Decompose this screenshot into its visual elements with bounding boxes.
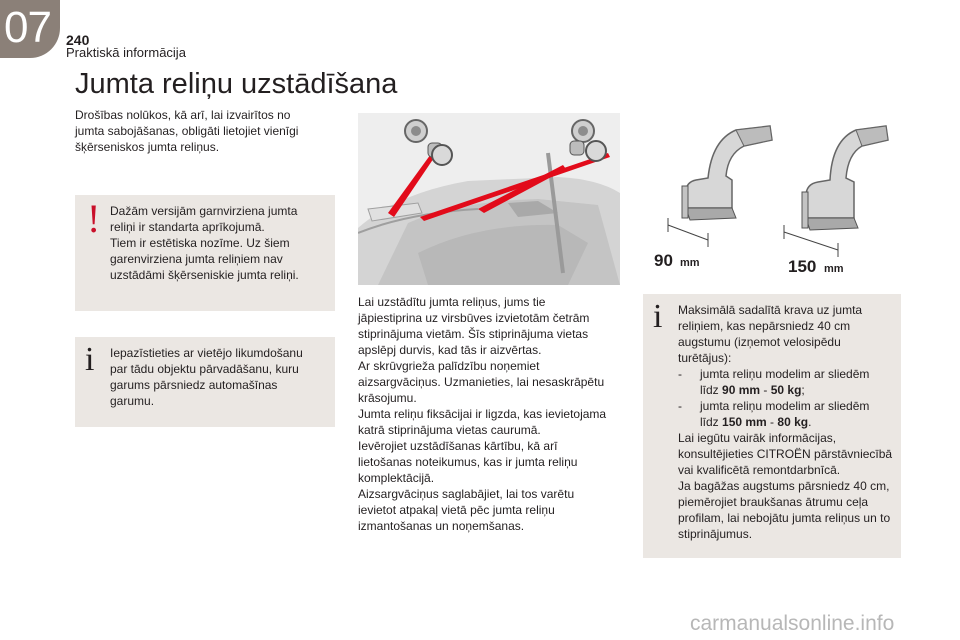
load-line: Ja bagāžas augstums pārsniedz 40 cm,	[678, 479, 890, 493]
chapter-tab	[0, 0, 60, 58]
warning-line: Dažām versijām garnvirziena jumta	[110, 204, 298, 218]
diagram-label-150: 150	[788, 257, 817, 276]
intro-line: Drošības nolūkos, kā arī, lai izvairītos no	[75, 108, 291, 122]
page-title: Jumta reliņu uzstādīšana	[75, 68, 398, 100]
info-icon: i	[653, 298, 663, 335]
load-line: piemērojiet braukšanas ātrumu ceļa	[678, 495, 869, 509]
section-title: Praktiskā informācija	[66, 45, 186, 60]
warning-line: reliņi ir standarta aprīkojumā.	[110, 220, 265, 234]
list-text: līdz	[700, 415, 723, 429]
list-bold: 80 kg	[777, 415, 809, 429]
warning-text	[110, 203, 325, 283]
instruction-line: ievietot atpakaļ vietā pēc jumta reliņu	[358, 503, 555, 517]
mounting-instructions	[358, 294, 620, 534]
instruction-line: Jumta reliņu fiksācijai ir ligzda, kas ievietojama	[358, 407, 607, 421]
load-line: turētājus):	[678, 351, 732, 365]
watermark: carmanualsonline.info	[690, 612, 895, 635]
max-load-text	[678, 302, 900, 542]
instruction-line: jāpiestiprina uz virsbūves izvietotām četrām	[358, 311, 590, 325]
exclamation-icon: !	[87, 196, 101, 241]
warning-line: Tiem ir estētiska nozīme. Uz šiem	[110, 236, 290, 250]
info-box-legislation	[75, 337, 335, 427]
list-text: -	[766, 415, 778, 429]
diagram-unit-left: mm	[680, 257, 700, 269]
load-line: konsultējieties CITROËN pārstāvniecībā	[678, 447, 893, 461]
instruction-line: aizsargvāciņus. Uzmanieties, lai nesaskrāpētu	[358, 375, 605, 389]
instruction-line: katrā stiprinājuma vietas caurumā.	[358, 423, 541, 437]
load-line: profilam, lai nebojātu jumta reliņus un to	[678, 511, 891, 525]
diagram-unit-right: mm	[824, 263, 844, 275]
instruction-line: stiprinājuma vietām. Šīs stiprinājuma vietas	[358, 327, 589, 341]
intro-line: jumta sabojāšanas, obligāti lietojiet vienīgi	[75, 124, 299, 138]
info-text	[110, 345, 325, 409]
instruction-line: Ar skrūvgrieža palīdzību noņemiet	[358, 359, 540, 373]
instruction-line: lietošanas noteikumus, kas ir jumta reliņu	[358, 455, 578, 469]
list-dash: -	[678, 367, 682, 381]
list-text: ;	[801, 383, 805, 397]
warning-line: uzstādāmi šķērseniskie jumta reliņi.	[110, 268, 299, 282]
list-text: -	[760, 383, 771, 397]
car-roof-mounting-photo	[358, 113, 620, 285]
info-line: par tādu objektu pārvadāšanu, kuru	[110, 362, 299, 376]
chapter-number: 07	[4, 3, 51, 52]
instruction-line: Lai uzstādītu jumta reliņus, jums tie	[358, 295, 546, 309]
list-item	[678, 366, 900, 398]
load-line: reliņiem, kas nepārsniedz 40 cm	[678, 319, 851, 333]
warning-line: garenvirziena jumta reliņiem nav	[110, 252, 283, 266]
list-item	[678, 398, 900, 430]
list-text: līdz	[700, 383, 723, 397]
instruction-line: apslēpj durvis, kad tās ir aizvērtas.	[358, 343, 542, 357]
list-dash: -	[678, 399, 682, 413]
diagram-label-90: 90	[654, 251, 673, 270]
roof-bar-feet-illustration	[646, 100, 904, 280]
load-line: Maksimālā sadalītā krava uz jumta	[678, 303, 863, 317]
info-line: garums pārsniedz automašīnas	[110, 378, 278, 392]
rail-width-diagram	[646, 100, 904, 280]
load-line: augstumu (izņemot velosipēdu	[678, 335, 841, 349]
load-line: vai kvalificētā remontdarbnīcā.	[678, 463, 841, 477]
intro-line: šķērseniskos jumta reliņus.	[75, 140, 220, 154]
info-box-max-load	[643, 294, 901, 558]
warning-box	[75, 195, 335, 311]
list-bold: 50 kg	[770, 383, 802, 397]
instruction-line: krāsojumu.	[358, 391, 417, 405]
load-line: Lai iegūtu vairāk informācijas,	[678, 431, 837, 445]
list-line: jumta reliņu modelim ar sliedēm	[700, 367, 870, 381]
intro-paragraph	[75, 107, 320, 155]
car-roof-illustration	[358, 113, 620, 285]
list-bold: 150 mm	[722, 415, 767, 429]
instruction-line: izmantošanas un noņemšanas.	[358, 519, 525, 533]
instruction-line: komplektācijā.	[358, 471, 435, 485]
list-text: .	[808, 415, 812, 429]
info-line: garumu.	[110, 394, 155, 408]
instruction-line: Aizsargvāciņus saglabājiet, lai tos varētu	[358, 487, 575, 501]
page-number: 240	[66, 32, 90, 48]
list-bold: 90 mm	[722, 383, 761, 397]
load-line: stiprinājumus.	[678, 527, 753, 541]
info-icon: i	[85, 341, 95, 378]
info-line: Iepazīstieties ar vietējo likumdošanu	[110, 346, 303, 360]
list-line: jumta reliņu modelim ar sliedēm	[700, 399, 870, 413]
instruction-line: Ievērojiet uzstādīšanas kārtību, kā arī	[358, 439, 558, 453]
